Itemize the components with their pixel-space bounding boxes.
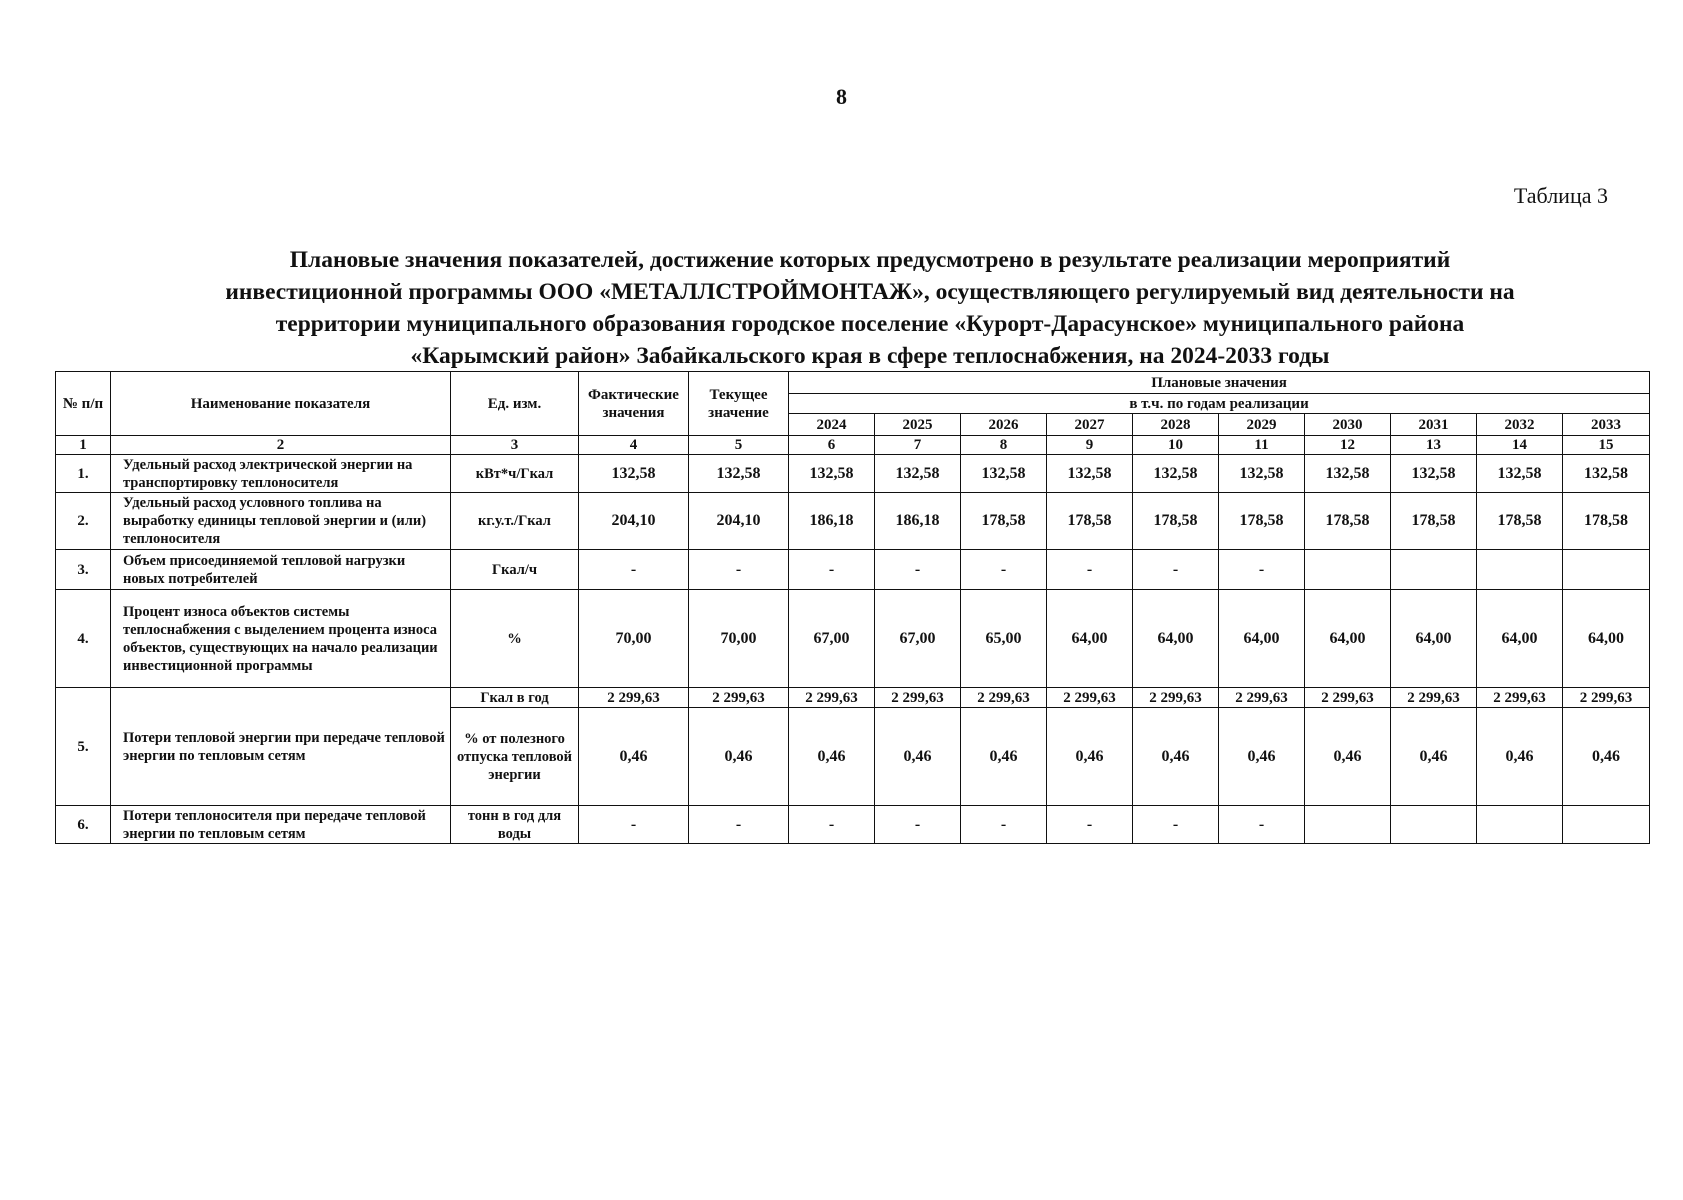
table-cell: 2 299,63	[1219, 688, 1305, 708]
year-header-2027: 2027	[1047, 414, 1133, 436]
table-cell: 65,00	[961, 590, 1047, 688]
row-unit: Гкал в год	[451, 688, 579, 708]
row-number: 1.	[56, 455, 111, 493]
table-cell: 0,46	[789, 708, 875, 806]
column-number: 10	[1133, 436, 1219, 455]
row-number: 6.	[56, 806, 111, 844]
table-cell: 2 299,63	[961, 688, 1047, 708]
header-row	[56, 372, 1650, 394]
header-by-years: в т.ч. по годам реализации	[789, 394, 1650, 414]
title-line: инвестиционной программы ООО «МЕТАЛЛСТРОЙМОНТАЖ», осуществляющего регулируемый вид деятельности на	[225, 279, 1515, 305]
table-cell: 2 299,63	[579, 688, 689, 708]
column-number: 6	[789, 436, 875, 455]
column-number: 5	[689, 436, 789, 455]
table-cell: 178,58	[1563, 493, 1650, 550]
table-cell: -	[1047, 550, 1133, 590]
row-unit: % от полезного отпуска тепловой энергии	[451, 708, 579, 806]
table-cell: -	[1219, 806, 1305, 844]
header-unit: Ед. изм.	[451, 372, 579, 436]
table-cell: 204,10	[579, 493, 689, 550]
column-number: 15	[1563, 436, 1650, 455]
table-cell	[1391, 550, 1477, 590]
year-header-2029: 2029	[1219, 414, 1305, 436]
header-num: № п/п	[56, 372, 111, 436]
table-caption: Таблица 3	[1513, 183, 1608, 208]
table-cell: -	[689, 806, 789, 844]
column-number: 3	[451, 436, 579, 455]
table-cell: 0,46	[1219, 708, 1305, 806]
table-row	[56, 806, 1650, 844]
table-cell	[1563, 806, 1650, 844]
table-cell: 2 299,63	[1047, 688, 1133, 708]
row-number: 4.	[56, 590, 111, 688]
table-cell: 0,46	[875, 708, 961, 806]
table-cell: -	[961, 806, 1047, 844]
year-header-2030: 2030	[1305, 414, 1391, 436]
table-cell: 132,58	[961, 455, 1047, 493]
table-cell: 0,46	[1133, 708, 1219, 806]
table-cell: -	[579, 550, 689, 590]
table-cell: -	[875, 806, 961, 844]
table-cell	[1391, 806, 1477, 844]
table-cell: 178,58	[1305, 493, 1391, 550]
table-cell: 64,00	[1563, 590, 1650, 688]
table-cell: 2 299,63	[1305, 688, 1391, 708]
year-header-2031: 2031	[1391, 414, 1477, 436]
table-cell: 64,00	[1305, 590, 1391, 688]
row-unit: Гкал/ч	[451, 550, 579, 590]
table-cell: 2 299,63	[1133, 688, 1219, 708]
table-cell: 0,46	[1477, 708, 1563, 806]
table-cell: 186,18	[789, 493, 875, 550]
table-cell	[1305, 550, 1391, 590]
table-cell: 132,58	[875, 455, 961, 493]
row-number: 2.	[56, 493, 111, 550]
table-cell	[1305, 806, 1391, 844]
table-cell: 70,00	[689, 590, 789, 688]
year-header-2025: 2025	[875, 414, 961, 436]
indicators-table	[55, 371, 1650, 844]
table-cell	[1563, 550, 1650, 590]
column-number: 13	[1391, 436, 1477, 455]
title-line: «Карымский район» Забайкальского края в сфере теплоснабжения, на 2024-2033 годы	[410, 343, 1330, 369]
year-header-2028: 2028	[1133, 414, 1219, 436]
table-cell: 64,00	[1047, 590, 1133, 688]
table-cell: 132,58	[1477, 455, 1563, 493]
column-number: 8	[961, 436, 1047, 455]
table-cell	[1477, 550, 1563, 590]
row-unit: тонн в год для воды	[451, 806, 579, 844]
row-name: Удельный расход условного топлива на выработку единицы тепловой энергии и (или) теплоносителя	[111, 493, 451, 550]
column-number: 1	[56, 436, 111, 455]
table-cell: -	[689, 550, 789, 590]
table-cell: 67,00	[789, 590, 875, 688]
table-row	[56, 590, 1650, 688]
table-cell: 0,46	[1391, 708, 1477, 806]
table-cell: 64,00	[1133, 590, 1219, 688]
table-cell: 132,58	[789, 455, 875, 493]
table-cell: 186,18	[875, 493, 961, 550]
column-number: 7	[875, 436, 961, 455]
row-name: Потери тепловой энергии при передаче тепловой энергии по тепловым сетям	[111, 688, 451, 806]
header-current: Текущее значение	[689, 372, 789, 436]
row-name: Удельный расход электрической энергии на транспортировку теплоносителя	[111, 455, 451, 493]
table-cell: 132,58	[579, 455, 689, 493]
table-cell: 0,46	[1563, 708, 1650, 806]
table-cell: 132,58	[1563, 455, 1650, 493]
table-cell: 132,58	[1047, 455, 1133, 493]
row-unit: кВт*ч/Гкал	[451, 455, 579, 493]
table-cell: 64,00	[1219, 590, 1305, 688]
table-cell: 2 299,63	[1477, 688, 1563, 708]
row-unit: кг.у.т./Гкал	[451, 493, 579, 550]
table-cell: 178,58	[1133, 493, 1219, 550]
column-numbers-row	[56, 436, 1650, 455]
table-cell: 0,46	[579, 708, 689, 806]
header-name: Наименование показателя	[111, 372, 451, 436]
column-number: 14	[1477, 436, 1563, 455]
table-cell: -	[789, 550, 875, 590]
table-cell: 132,58	[1219, 455, 1305, 493]
table-cell: 2 299,63	[789, 688, 875, 708]
table-cell: 132,58	[1305, 455, 1391, 493]
table-cell: -	[1133, 806, 1219, 844]
table-cell: -	[1133, 550, 1219, 590]
table-cell: 132,58	[1391, 455, 1477, 493]
table-cell: 2 299,63	[1563, 688, 1650, 708]
table-cell: -	[961, 550, 1047, 590]
table-cell	[1477, 806, 1563, 844]
row-name: Потери теплоносителя при передаче тепловой энергии по тепловым сетям	[111, 806, 451, 844]
row-number: 5.	[56, 688, 111, 806]
table-cell: 2 299,63	[875, 688, 961, 708]
table-cell: 178,58	[1477, 493, 1563, 550]
table-cell: 70,00	[579, 590, 689, 688]
table-cell: 178,58	[961, 493, 1047, 550]
table-cell: -	[875, 550, 961, 590]
table-cell: 67,00	[875, 590, 961, 688]
table-cell: 0,46	[1305, 708, 1391, 806]
table-cell: 178,58	[1047, 493, 1133, 550]
row-unit: %	[451, 590, 579, 688]
column-number: 4	[579, 436, 689, 455]
table-row	[56, 493, 1650, 550]
page-number: 8	[836, 84, 847, 109]
table-cell: -	[1219, 550, 1305, 590]
header-actual: Фактические значения	[579, 372, 689, 436]
title-line: Плановые значения показателей, достижение которых предусмотрено в результате реализации мероприятий	[289, 247, 1451, 273]
row-name: Объем присоединяемой тепловой нагрузки новых потребителей	[111, 550, 451, 590]
year-header-2033: 2033	[1563, 414, 1650, 436]
table-cell: 0,46	[961, 708, 1047, 806]
table-cell: 178,58	[1391, 493, 1477, 550]
year-header-2032: 2032	[1477, 414, 1563, 436]
row-number: 3.	[56, 550, 111, 590]
table-cell: 178,58	[1219, 493, 1305, 550]
table-cell: 64,00	[1391, 590, 1477, 688]
table-cell: 204,10	[689, 493, 789, 550]
table-cell: 64,00	[1477, 590, 1563, 688]
column-number: 11	[1219, 436, 1305, 455]
table-cell: 2 299,63	[689, 688, 789, 708]
table-cell: -	[1047, 806, 1133, 844]
column-number: 2	[111, 436, 451, 455]
row-name: Процент износа объектов системы теплоснабжения с выделением процента износа объектов, существующих на начало реализации инвестиционной программы	[111, 590, 451, 688]
year-header-2026: 2026	[961, 414, 1047, 436]
title-line: территории муниципального образования городское поселение «Курорт-Дарасунское» муниципального района	[275, 311, 1465, 337]
column-number: 9	[1047, 436, 1133, 455]
header-planned: Плановые значения	[789, 372, 1650, 394]
column-number: 12	[1305, 436, 1391, 455]
table-cell: 132,58	[689, 455, 789, 493]
table-cell: 132,58	[1133, 455, 1219, 493]
table-cell: -	[789, 806, 875, 844]
table-row	[56, 688, 1650, 708]
table-cell: 2 299,63	[1391, 688, 1477, 708]
table-cell: 0,46	[1047, 708, 1133, 806]
table-cell: 0,46	[689, 708, 789, 806]
table-row	[56, 550, 1650, 590]
table-cell: -	[579, 806, 689, 844]
year-header-2024: 2024	[789, 414, 875, 436]
document-title	[120, 244, 1620, 372]
table-row	[56, 455, 1650, 493]
